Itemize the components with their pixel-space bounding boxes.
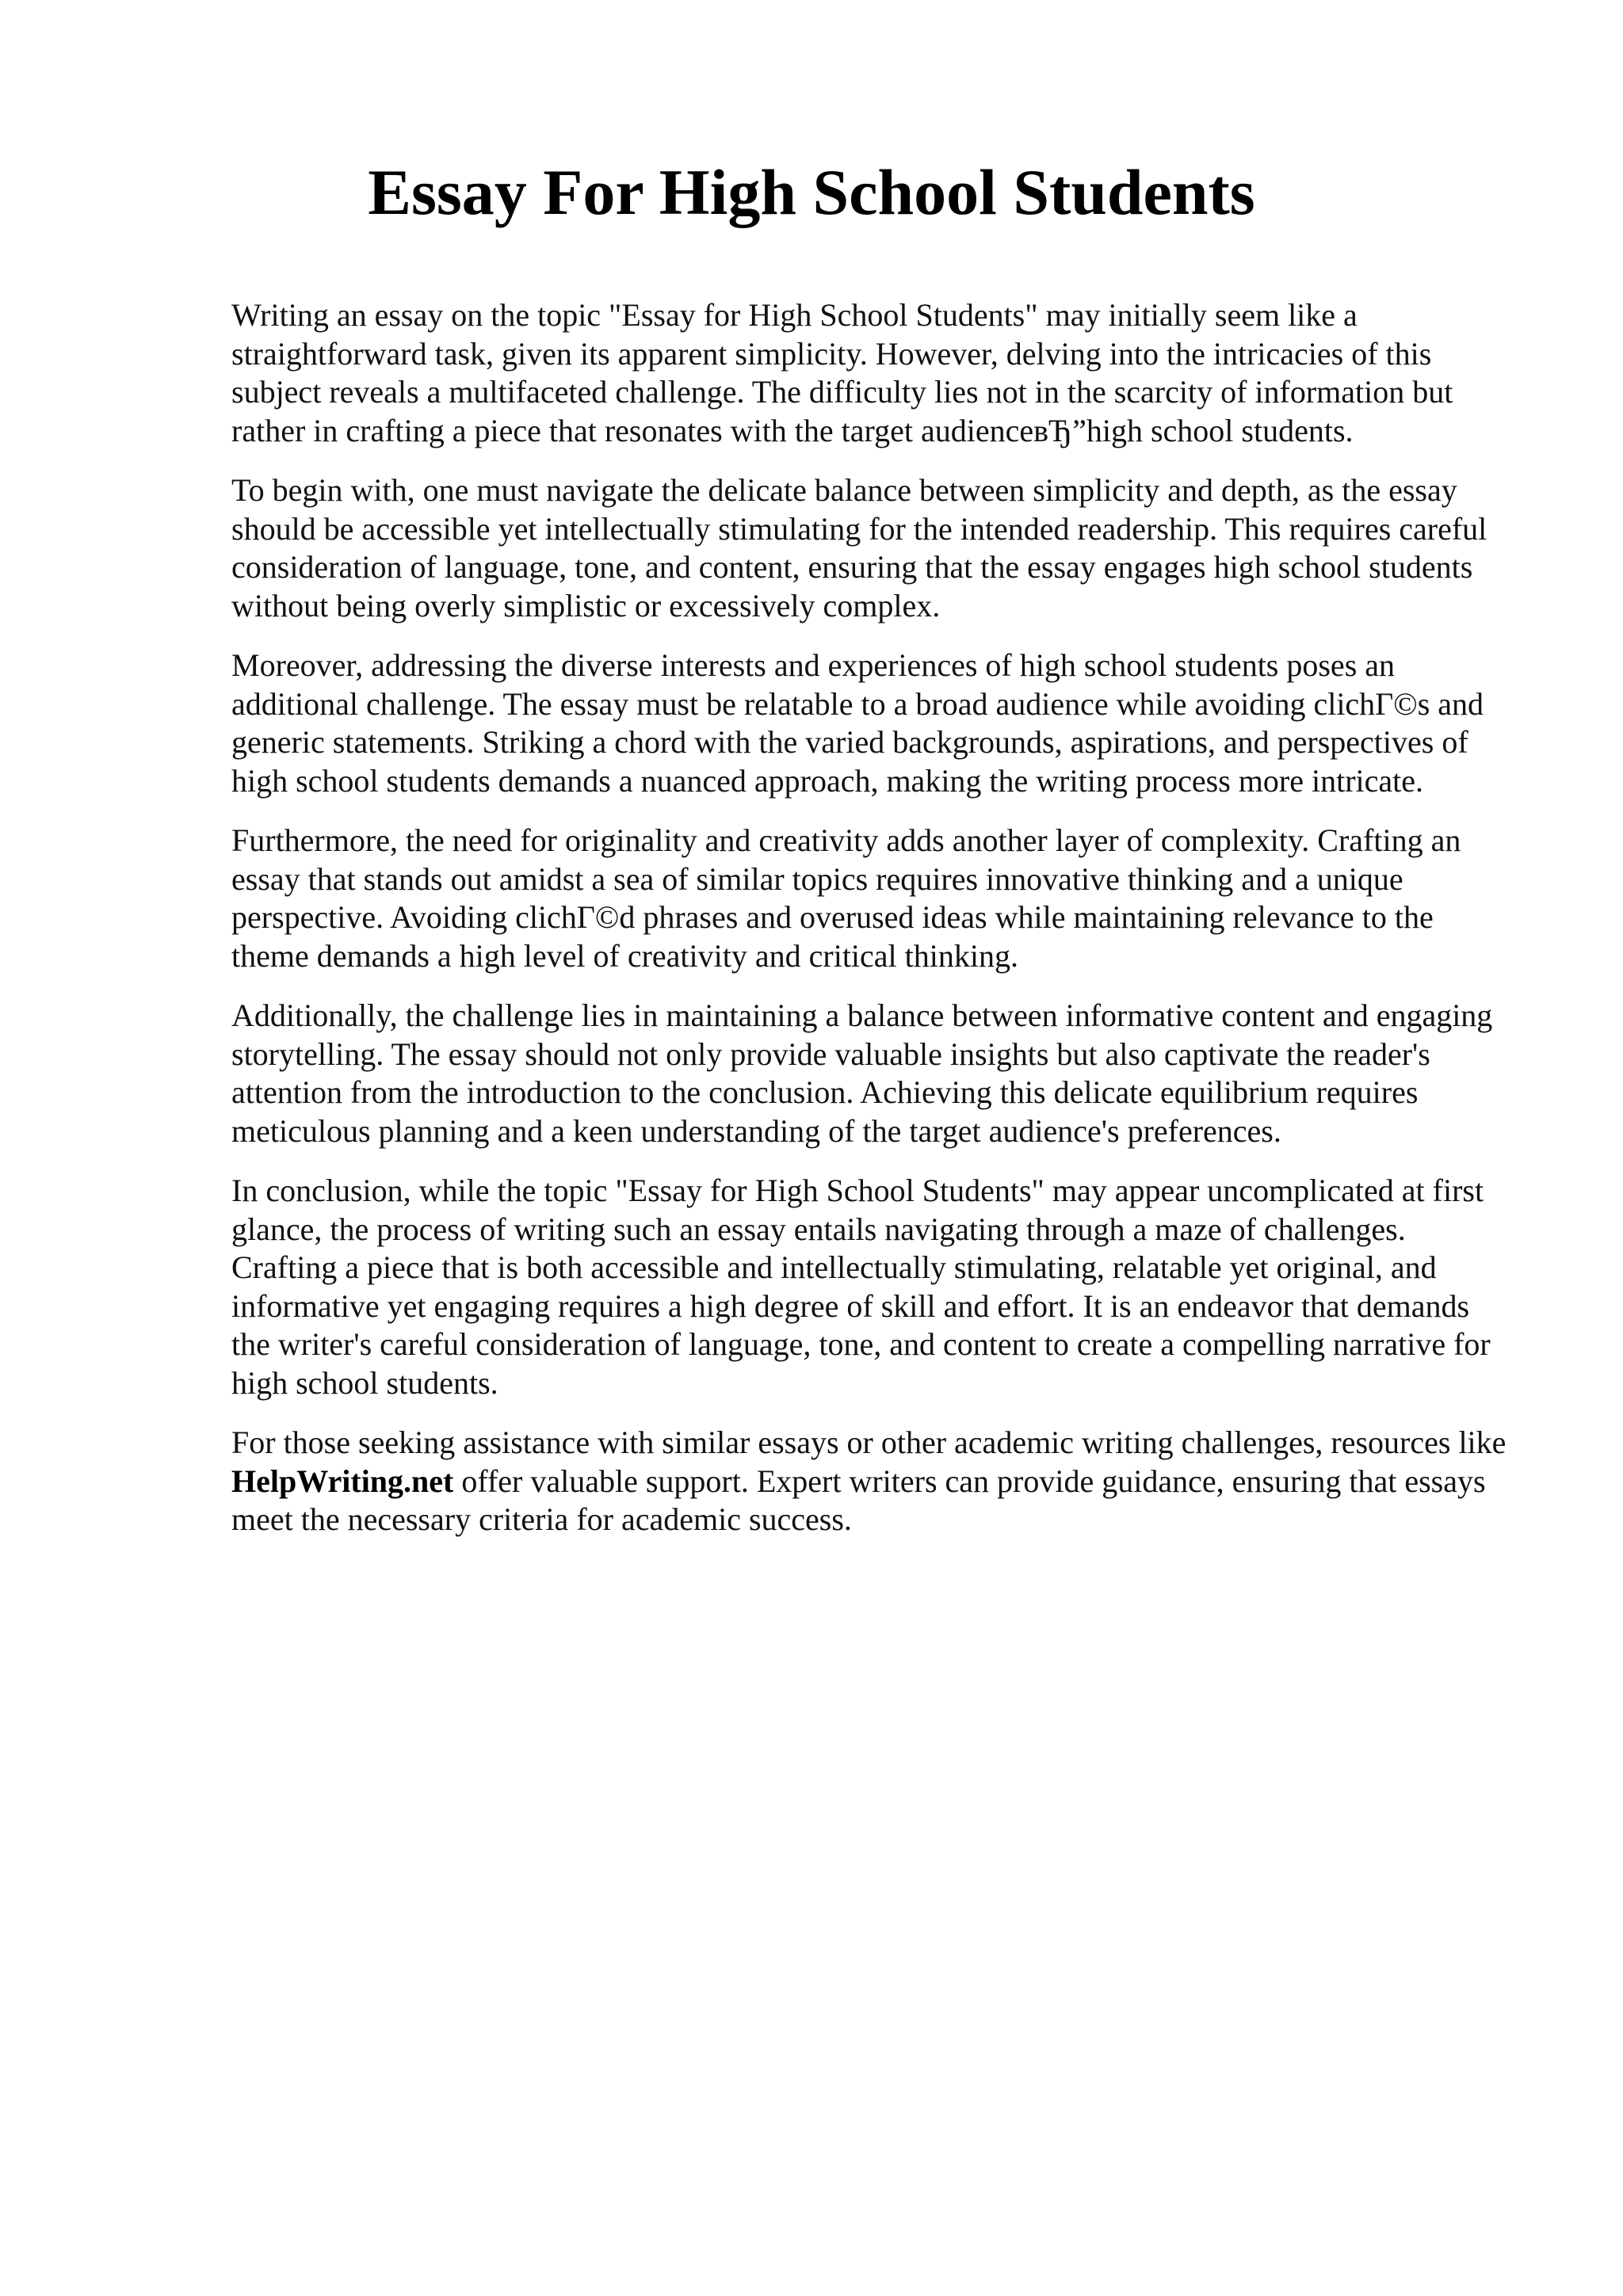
paragraph-diversity: Moreover, addressing the diverse interests and experiences of high school students poses an additional challenge. The essay must be relatable to a broad audience while avoiding clichГ©s and generic statements. Striking a chord with the varied backgrounds, aspirations, and perspectives of high school students demands a nuanced approach, making the writing process more intricate. <box>231 647 1484 799</box>
resources-text-after-link: offer valuable support. Expert writers can provide guidance, ensuring that essays meet the necessary criteria for academic success. <box>231 1463 1486 1537</box>
paragraph-conclusion: In conclusion, while the topic "Essay for High School Students" may appear uncomplicated at first glance, the process of writing such an essay entails navigating through a maze of challenges. Crafting a piece that is both accessible and intellectually stimulating, relatable yet original, and informative yet engaging requires a high degree of skill and effort. It is an endeavor that demands the writer's careful consideration of language, tone, and content to create a compelling narrative for high school students. <box>231 1173 1491 1401</box>
paragraph-balance: To begin with, one must navigate the delicate balance between simplicity and depth, as the essay should be accessible yet intellectually stimulating for the intended readership. This requires careful consideration of language, tone, and content, ensuring that the essay engages high school students without being overly simplistic or excessively complex. <box>231 472 1487 624</box>
page-title: Essay For High School Students <box>368 156 1255 228</box>
resources-text-before-link: For those seeking assistance with similar essays or other academic writing challenges, resources like <box>231 1425 1507 1460</box>
paragraph-originality: Furthermore, the need for originality and creativity adds another layer of complexity. Crafting an essay that stands out amidst a sea of similar topics requires innovative thinking and a unique perspective. Avoiding clichГ©d phrases and overused ideas while maintaining relevance to the theme demands a high level of creativity and critical thinking. <box>231 822 1461 974</box>
paragraph-resources <box>231 1424 1515 1539</box>
paragraph-intro: Writing an essay on the topic "Essay for High School Students" may initially seem like a straightforward task, given its apparent simplicity. However, delving into the intricacies of this subject reveals a multifaceted challenge. The difficulty lies not in the scarcity of information but rather in crafting a piece that resonates with the target audienceвЂ”high school students. <box>231 297 1453 448</box>
helpwriting-link[interactable]: HelpWriting.net <box>231 1463 454 1499</box>
essay-body <box>231 296 1515 1561</box>
paragraph-storytelling: Additionally, the challenge lies in maintaining a balance between informative content and engaging storytelling. The essay should not only provide valuable insights but also captivate the reader's attention from the introduction to the conclusion. Achieving this delicate equilibrium requires meticulous planning and a keen understanding of the target audience's preferences. <box>231 997 1493 1149</box>
